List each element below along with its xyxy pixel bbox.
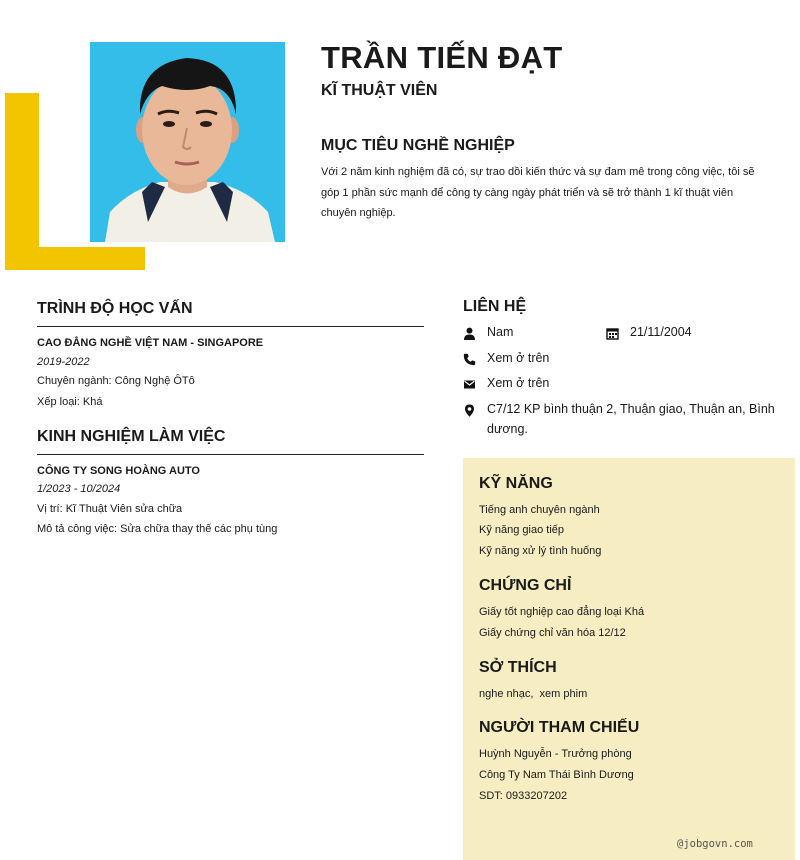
hobbies-heading: SỞ THÍCH — [479, 659, 557, 676]
reference-item: SDT: 0933207202 — [479, 790, 568, 802]
decorative-bar-vertical — [5, 93, 39, 270]
contact-heading: LIÊN HỆ — [463, 298, 527, 315]
skill-item: Tiếng anh chuyên ngành — [479, 504, 600, 516]
education-divider — [37, 326, 424, 327]
certificate-item: Giấy chứng chỉ văn hóa 12/12 — [479, 627, 626, 639]
contact-gender: Nam — [487, 325, 514, 339]
watermark: @jobgovn.com — [677, 838, 753, 850]
contact-birthday: 21/11/2004 — [630, 325, 692, 339]
skill-item: Kỹ năng giao tiếp — [479, 524, 565, 536]
reference-item: Huỳnh Nguyễn - Trưởng phòng — [479, 748, 632, 760]
decorative-bar-horizontal — [5, 247, 145, 270]
experience-position: Vị trí: Kĩ Thuật Viên sửa chữa — [37, 503, 183, 515]
location-pin-icon — [463, 404, 476, 417]
skill-item: Kỹ năng xử lý tình huống — [479, 545, 602, 557]
job-title: KĨ THUẬT VIÊN — [321, 82, 438, 99]
hobbies-text: nghe nhạc, xem phim — [479, 688, 588, 700]
education-school: CAO ĐẲNG NGHỀ VIỆT NAM - SINGAPORE — [37, 337, 264, 349]
contact-address: C7/12 KP bình thuận 2, Thuận giao, Thuận an, Bình dương. — [487, 402, 775, 436]
person-icon — [463, 327, 476, 340]
experience-heading: KINH NGHIỆM LÀM VIỆC — [37, 428, 226, 445]
references-heading: NGƯỜI THAM CHIẾU — [479, 719, 640, 736]
calendar-icon — [606, 327, 619, 340]
education-heading: TRÌNH ĐỘ HỌC VẤN — [37, 300, 193, 317]
experience-company: CÔNG TY SONG HOÀNG AUTO — [37, 465, 200, 477]
contact-email: Xem ở trên — [487, 376, 550, 390]
mail-icon — [463, 378, 476, 391]
certificates-heading: CHỨNG CHỈ — [479, 577, 572, 594]
skills-heading: KỸ NĂNG — [479, 475, 553, 492]
phone-icon — [463, 353, 476, 366]
reference-item: Công Ty Nam Thái Bình Dương — [479, 769, 634, 781]
objective-text: Với 2 năm kinh nghiệm đã có, sự trao dồi kiến thức và sự đam mê trong công việc, tôi sẽ góp 1 phần sức mạnh để công ty càng ngày phát triển và sẽ trở thành 1 kĩ thuật viên chuyên nghiệp. — [321, 166, 755, 219]
profile-photo — [90, 42, 285, 242]
education-major: Chuyên ngành: Công Nghệ ÔTô — [37, 375, 195, 387]
certificate-item: Giấy tốt nghiệp cao đẳng loại Khá — [479, 606, 645, 618]
experience-period: 1/2023 - 10/2024 — [37, 483, 121, 495]
education-period: 2019-2022 — [37, 356, 90, 368]
objective-heading: MỤC TIÊU NGHỀ NGHIỆP — [321, 137, 515, 154]
contact-phone: Xem ở trên — [487, 351, 550, 365]
experience-divider — [37, 454, 424, 455]
experience-description: Mô tả công việc: Sửa chữa thay thế các phụ tùng — [37, 523, 278, 535]
candidate-name: TRẦN TIẾN ĐẠT — [321, 40, 563, 75]
education-grade: Xếp loại: Khá — [37, 396, 103, 408]
